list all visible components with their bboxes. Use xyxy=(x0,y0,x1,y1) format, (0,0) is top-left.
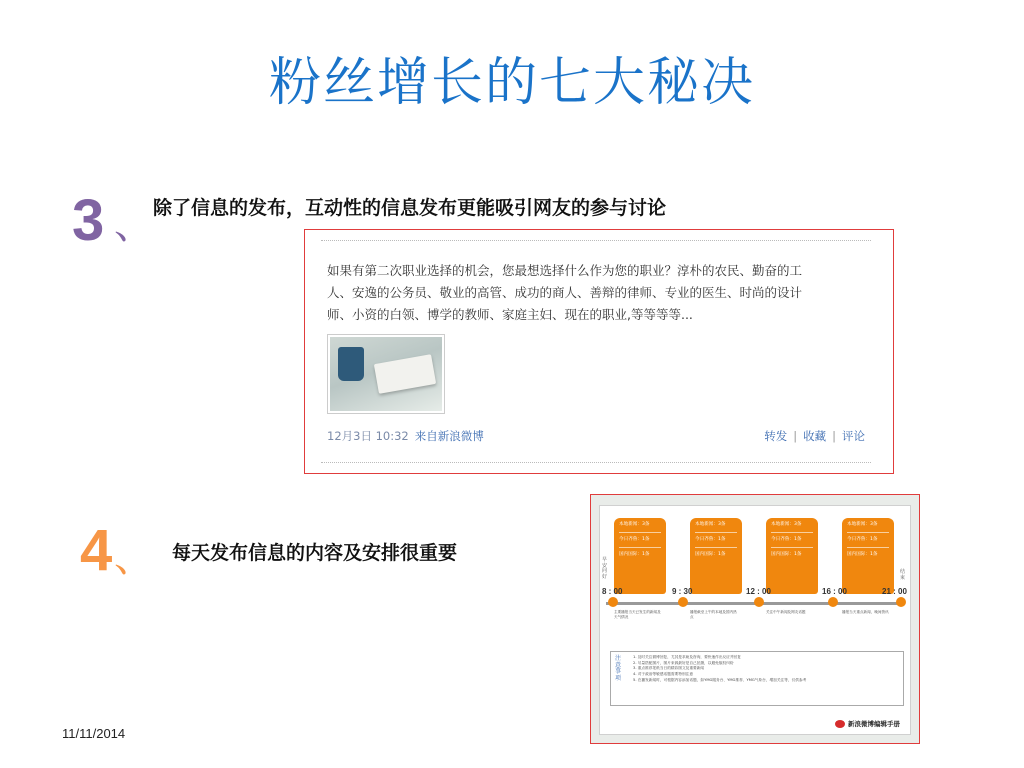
post-photo xyxy=(330,337,442,411)
schedule-desc: 播报截至上午的本地及国内热点 xyxy=(690,610,737,620)
section-3-number: 3 xyxy=(72,188,105,253)
brand-label: 新浪微博编辑手册 xyxy=(848,720,900,728)
timeline-dot xyxy=(896,597,906,607)
action-separator: | xyxy=(793,429,798,443)
schedule-desc: 关注中午新闻及网友话题 xyxy=(766,610,806,614)
post-line-2: 人、安逸的公务员、敬业的高管、成功的商人、善辩的律师、专业的医生、时尚的设计 xyxy=(327,285,803,300)
timeline-time: 16 : 00 xyxy=(822,587,847,596)
timeline-time: 8 : 00 xyxy=(602,587,623,596)
schedule-desc: 主要播报当天已发生的新闻及天气情况 xyxy=(614,610,661,620)
section-4-mark: 、 xyxy=(114,535,154,581)
card-line: 国内国际：1条 xyxy=(771,551,802,557)
card-line: 国内国际：1条 xyxy=(619,551,650,557)
section-4-number: 4 xyxy=(80,518,113,583)
book-shape xyxy=(374,354,436,394)
timeline-dot xyxy=(608,597,618,607)
timeline-time: 12 : 00 xyxy=(746,587,771,596)
card-line: 国内国际：1条 xyxy=(695,551,726,557)
weibo-post-screenshot xyxy=(304,229,894,474)
note-item: 2. 尽量搭配图片，图片来源最好是自己拍摄，以避免版权纠纷 xyxy=(633,660,734,665)
weibo-brand xyxy=(835,719,900,728)
card-line: 今日齐鲁：1条 xyxy=(695,537,737,548)
post-line-3: 师、小资的白领、博学的教师、家庭主妇、现在的职业,等等等等... xyxy=(327,307,693,322)
timeline-dot xyxy=(754,597,764,607)
schedule-desc: 播报当天重点新闻，晚间资讯 xyxy=(842,610,889,614)
action-separator: | xyxy=(832,429,836,443)
schedule-card xyxy=(842,518,894,594)
timeline-dot xyxy=(828,597,838,607)
notes-label: 注意事项 xyxy=(615,655,622,682)
weibo-logo-icon xyxy=(835,720,845,728)
section-3-heading: 除了信息的发布，互动性的信息发布更能吸引网友的参与讨论 xyxy=(153,197,667,219)
post-meta xyxy=(327,428,484,444)
comment-link[interactable]: 评论 xyxy=(842,429,865,443)
timeline-dot xyxy=(678,597,688,607)
footer-date: 11/11/2014 xyxy=(62,726,126,741)
slide-title: 粉丝增长的七大秘决 xyxy=(268,53,755,113)
schedule-image xyxy=(590,494,920,744)
card-line: 本地新闻：3条 xyxy=(695,522,737,533)
schedule-side-left: 早安问好 xyxy=(602,557,608,580)
post-image-thumbnail[interactable] xyxy=(327,334,445,414)
note-item: 1. 及时关注微博回复，尤其是求助及咨询，要快速作出反应并回复 xyxy=(633,655,741,659)
card-line: 本地新闻：3条 xyxy=(771,522,813,533)
section-4-heading: 每天发布信息的内容及安排很重要 xyxy=(172,542,458,564)
schedule-card xyxy=(690,518,742,594)
card-line: 今日齐鲁：1条 xyxy=(619,537,661,548)
card-line: 今日齐鲁：1条 xyxy=(847,537,889,548)
coffee-cup-shape xyxy=(338,347,364,381)
post-actions xyxy=(764,428,865,444)
card-line: 本地新闻：3条 xyxy=(847,522,889,533)
post-body xyxy=(327,260,867,326)
timeline-time: 9 : 30 xyxy=(672,587,693,596)
post-source[interactable]: 来自新浪微博 xyxy=(414,429,484,443)
schedule-side-right: 结束 xyxy=(900,569,906,581)
schedule-chart xyxy=(599,505,911,735)
card-line: 今日齐鲁：1条 xyxy=(771,537,813,548)
post-divider-top xyxy=(321,240,871,241)
post-divider-bottom xyxy=(321,462,871,463)
schedule-notes xyxy=(610,651,904,706)
post-line-1: 如果有第二次职业选择的机会，您最想选择什么作为您的职业？淳朴的农民、勤奋的工 xyxy=(327,263,803,278)
note-item: 5. 在播发新闻时，可根据内容添加话题，如YMG服务台、YMG推荐、YMG气象台，增加关注等，仅供参考 xyxy=(633,677,807,682)
schedule-card xyxy=(614,518,666,594)
note-item: 3. 重点推荐报纸当日的精彩图文及重要新闻 xyxy=(633,666,705,671)
section-3-mark: 、 xyxy=(114,202,154,248)
favorite-link[interactable]: 收藏 xyxy=(803,429,827,443)
note-item: 4. 对于政治等敏感话题需要特别注意 xyxy=(633,672,694,677)
schedule-card xyxy=(766,518,818,594)
timeline-time: 21 : 00 xyxy=(882,587,907,596)
repost-link[interactable]: 转发 xyxy=(764,429,788,443)
card-line: 国内国际：1条 xyxy=(847,551,878,557)
card-line: 本地新闻：3条 xyxy=(619,522,661,533)
post-time[interactable]: 12月3日 10:32 xyxy=(327,429,409,443)
